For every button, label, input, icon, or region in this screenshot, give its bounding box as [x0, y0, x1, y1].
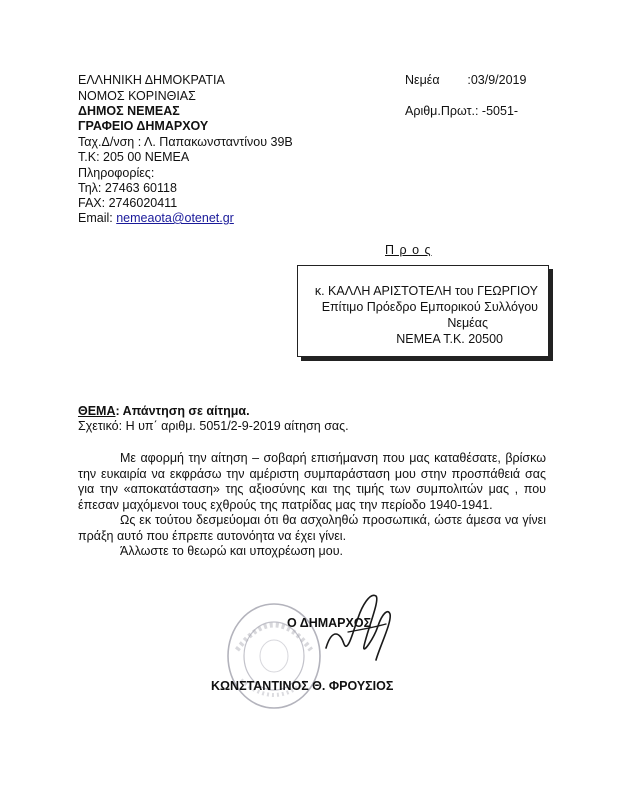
sender-email-row: [78, 210, 234, 226]
subject-text: : Απάντηση σε αίτημα.: [115, 404, 250, 418]
sender-info-label: Πληροφορίες:: [78, 166, 155, 180]
signature-title: Ο ΔΗΜΑΡΧΟΣ: [287, 616, 372, 630]
subject-line: [78, 403, 250, 419]
sender-prefecture: ΝΟΜΟΣ ΚΟΡΙΝΘΙΑΣ: [78, 89, 196, 103]
body-paragraph-3: Άλλωστε το θεωρώ και υποχρέωση μου.: [120, 544, 344, 558]
recipient-box: [297, 265, 549, 357]
recipient-heading: Π ρ ο ς: [385, 243, 432, 257]
sender-country: ΕΛΛΗΝΙΚΗ ΔΗΜΟΚΡΑΤΙΑ: [78, 73, 225, 87]
body-paragraph-1: Με αφορμή την αίτηση – σοβαρή επισήμανση που μας καταθέσατε, βρίσκω την ευκαιρία να εκφράσω την αμέριστη συμπαράσταση μου στην προσπάθειά σας για την «αποκατάσταση» της αξιοσύνης και της τιμής των συμπολιτών μας , που έπεσαν μαχόμενοι τους εχθρούς της πατρίδας μας την περίοδο 1940-1941.: [78, 451, 546, 512]
signature-name: ΚΩΝΣΤΑΝΤΙΝΟΣ Θ. ΦΡΟΥΣΙΟΣ: [211, 679, 394, 693]
body-paragraph-2: Ως εκ τούτου δεσμεύομαι ότι θα ασχοληθώ προσωπικά, ώστε άμεσα να γίνει πράξη αυτό που έπρεπε αυτονόητα να έχει γίνει.: [78, 513, 546, 543]
recipient-postcode: ΝΕΜΕΑ Τ.Κ. 20500: [396, 332, 503, 346]
recipient-title: Επίτιμο Πρόεδρο Εμπορικού Συλλόγου: [321, 300, 538, 314]
sender-fax: FAX: 2746020411: [78, 196, 178, 210]
sender-municipality: ΔΗΜΟΣ ΝΕΜΕΑΣ: [78, 104, 180, 118]
sender-address: Ταχ.Δ/νση : Λ. Παπακωνσταντίνου 39Β: [78, 135, 293, 149]
subject-label: ΘΕΜΑ: [78, 404, 116, 418]
recipient-town: Νεμέας: [447, 316, 488, 330]
subject-reference: Σχετικό: Η υπ΄ αριθμ. 5051/2-9-2019 αίτηση σας.: [78, 419, 349, 433]
recipient-name: κ. ΚΑΛΛΗ ΑΡΙΣΤΟΤΕΛΗ του ΓΕΩΡΓΙΟΥ: [314, 284, 538, 298]
sender-email-link[interactable]: nemeaota@otenet.gr: [116, 211, 234, 225]
sender-email-label: Email:: [78, 211, 113, 225]
sender-office: ΓΡΑΦΕΙΟ ΔΗΜΑΡΧΟΥ: [78, 119, 209, 133]
sender-phone: Τηλ: 27463 60118: [78, 181, 177, 195]
place-date: Νεμέα :03/9/2019: [405, 73, 527, 87]
letter-body: [78, 451, 546, 560]
sender-postcode: Τ.Κ: 205 00 ΝΕΜΕΑ: [78, 150, 190, 164]
protocol-number: Αριθμ.Πρωτ.: -5051-: [405, 104, 519, 118]
